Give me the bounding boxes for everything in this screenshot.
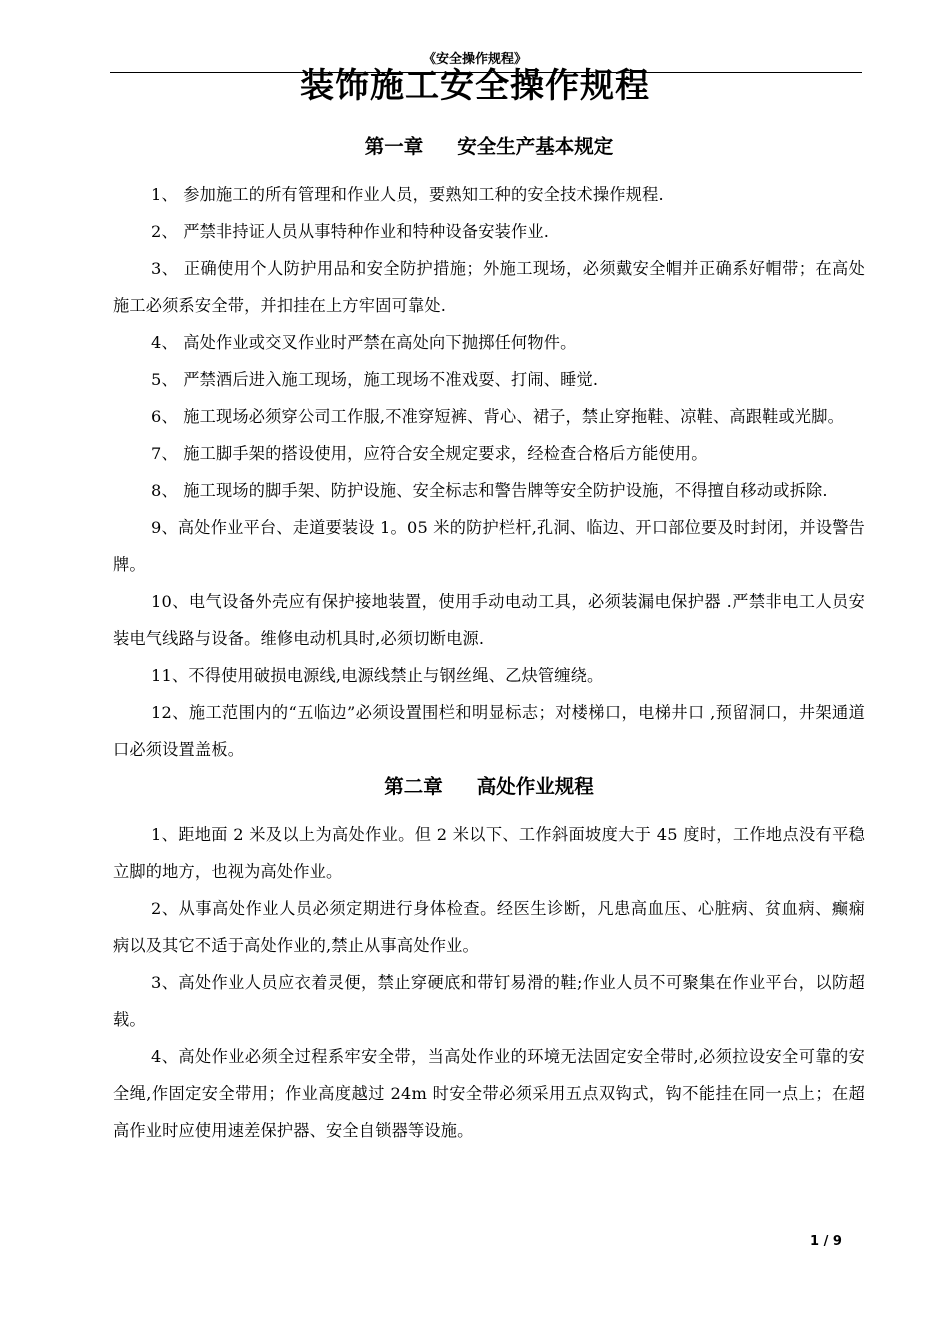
- paragraph: 7、 施工脚手架的搭设使用，应符合安全规定要求，经检查合格后方能使用。: [151, 444, 708, 463]
- chapter-heading: [113, 130, 865, 164]
- chapter-number: 第二章: [384, 775, 443, 798]
- paragraph: 3、高处作业人员应衣着灵便，禁止穿硬底和带钉易滑的鞋;作业人员不可聚集在作业平台，以防超载。: [113, 973, 865, 1029]
- paragraph: 8、 施工现场的脚手架、防护设施、安全标志和警告牌等安全防护设施，不得擅自移动或拆除.: [151, 481, 828, 500]
- paragraph: 11、不得使用破损电源线,电源线禁止与钢丝绳、乙炔管缠绕。: [151, 666, 604, 685]
- chapter-name: 安全生产基本规定: [457, 135, 614, 158]
- paragraph: 5、 严禁酒后进入施工现场，施工现场不准戏耍、打闹、睡觉.: [151, 370, 599, 389]
- paragraph: 2、 严禁非持证人员从事特种作业和特种设备安装作业.: [151, 222, 550, 241]
- paragraph: 9、高处作业平台、走道要装设 1。05 米的防护栏杆,孔洞、临边、开口部位要及时封闭，并设警告牌。: [113, 518, 865, 574]
- chapter-number: 第一章: [364, 135, 424, 158]
- document-body: [113, 130, 865, 1149]
- paragraph: 1、 参加施工的所有管理和作业人员，要熟知工种的安全技术操作规程.: [151, 185, 664, 204]
- paragraph: 4、高处作业必须全过程系牢安全带，当高处作业的环境无法固定安全带时,必须拉设安全可靠的安全绳,作固定安全带用；作业高度越过 24m 时安全带必须采用五点双钩式，钩不能挂在同一点上；在超高作业时应使用速差保护器、安全自锁器等设施。: [113, 1047, 865, 1140]
- paragraph: 3、 正确使用个人防护用品和安全防护措施；外施工现场，必须戴安全帽并正确系好帽带；在高处施工必须系安全带，并扣挂在上方牢固可靠处.: [113, 259, 865, 315]
- chapter-name: 高处作业规程: [476, 775, 594, 798]
- paragraph: 6、 施工现场必须穿公司工作服,不准穿短裤、背心、裙子，禁止穿拖鞋、凉鞋、高跟鞋或光脚。: [151, 407, 845, 426]
- chapter-heading: [113, 770, 865, 804]
- paragraph: 4、 高处作业或交叉作业时严禁在高处向下抛掷任何物件。: [151, 333, 577, 352]
- paragraph: 10、电气设备外壳应有保护接地装置，使用手动电动工具，必须装漏电保护器 .严禁非电工人员安装电气线路与设备。维修电动机具时,必须切断电源.: [113, 592, 865, 648]
- paragraph: 1、距地面 2 米及以上为高处作业。但 2 米以下、工作斜面坡度大于 45 度时，工作地点没有平稳立脚的地方，也视为高处作业。: [113, 825, 865, 881]
- page-number: 1 / 9: [810, 1234, 842, 1249]
- document-title: 装饰施工安全操作规程: [300, 66, 650, 106]
- paragraph: 2、从事高处作业人员必须定期进行身体检查。经医生诊断，凡患高血压、心脏病、贫血病、癫痫病以及其它不适于高处作业的,禁止从事高处作业。: [113, 899, 865, 955]
- paragraph: 12、施工范围内的“五临边”必须设置围栏和明显标志；对楼梯口，电梯井口 ,预留洞口，井架通道口必须设置盖板。: [113, 703, 865, 759]
- running-header: 《安全操作规程》: [422, 52, 527, 67]
